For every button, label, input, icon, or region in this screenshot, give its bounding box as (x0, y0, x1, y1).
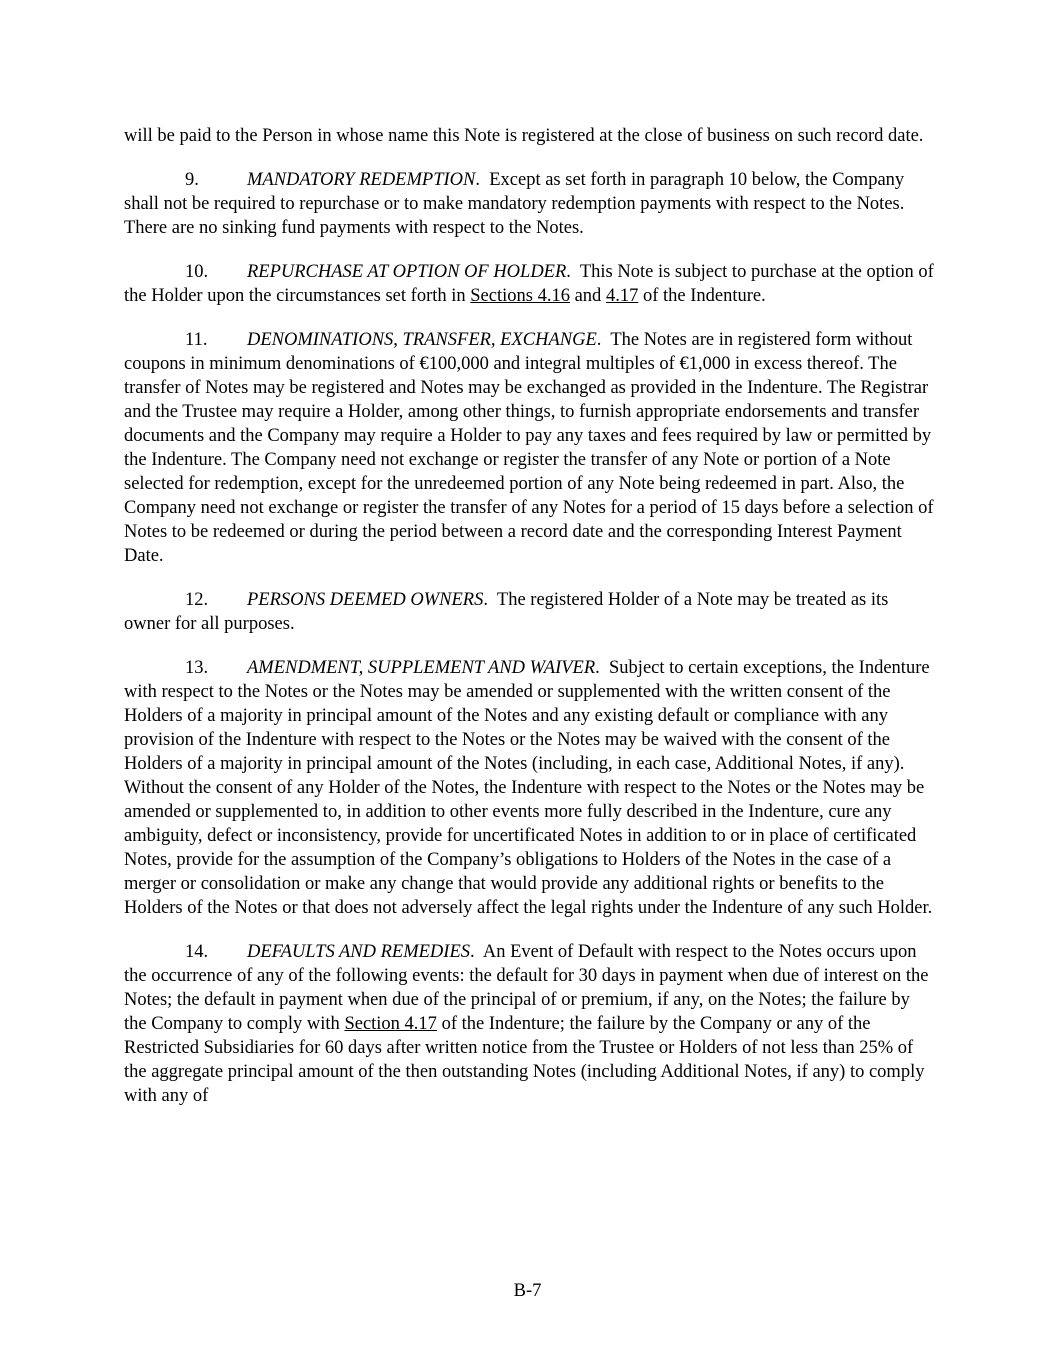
paragraph-heading: DENOMINATIONS, TRANSFER, EXCHANGE (247, 330, 597, 350)
paragraph-text: The Notes are in registered form without coupons in minimum denominations of €100,000 and integral multiples of €1,000 in excess thereof. The transfer of Notes may be registered and Notes may be exchanged as provided in the Indenture. The Registrar and the Trustee may require a Holder, among other things, to furnish appropriate endorsements and transfer documents and the Company may require a Holder to pay any taxes and fees required by law or permitted by the Indenture. The Company need not exchange or register the transfer of any Note or portion of a Note selected for redemption, except for the unredeemed portion of any Note being redeemed in part. Also, the Company need not exchange or register the transfer of any Notes for a period of 15 days before a selection of Notes to be redeemed or during the period between a record date and the corresponding Interest Payment Date. (124, 330, 934, 566)
paragraph-heading: PERSONS DEEMED OWNERS (247, 590, 484, 610)
document-body (124, 124, 934, 1128)
paragraph-text: The registered Holder of a Note may be treated as its owner for all purposes. (124, 590, 889, 634)
paragraph-number: 14. (185, 942, 209, 962)
section-reference-4-17: 4.17 (605, 286, 639, 306)
section-reference-4-16: Sections 4.16 (470, 286, 570, 306)
paragraph-number: 12. (185, 590, 209, 610)
paragraph-heading: REPURCHASE AT OPTION OF HOLDER (247, 262, 567, 282)
paragraph-number: 11. (185, 330, 208, 350)
paragraph-text: and (569, 286, 606, 306)
page-number: B-7 (513, 1281, 542, 1301)
paragraph-number: 13. (185, 658, 209, 678)
paragraph-text: Subject to certain exceptions, the Indenture with respect to the Notes or the Notes may be amended or supplemented with the written consent of the Holders of a majority in principal amount of the Notes and any existing default or compliance with any provision of the Indenture with respect to the Notes or the Notes may be waived with the consent of the Holders of a majority in principal amount of the Notes (including, in each case, Additional Notes, if any). Without the consent of any Holder of the Notes, the Indenture with respect to the Notes or the Notes may be amended or supplemented to, in addition to other events more fully described in the Indenture, cure any ambiguity, defect or inconsistency, provide for uncertificated Notes in addition to or in place of certificated Notes, provide for the assumption of the Company’s obligations to Holders of the Notes in the case of a merger or consolidation or make any change that would provide any additional rights or benefits to the Holders of the Notes or that does not adversely affect the legal rights under the Indenture of any such Holder. (124, 658, 933, 918)
paragraph-text: Except as set forth in paragraph 10 below, the Company shall not be required to repurchase or to make mandatory redemption payments with respect to the Notes. There are no sinking fund payments with respect to the Notes. (124, 170, 905, 238)
paragraph-9: 9. MANDATORY REDEMPTION. Except as set forth in paragraph 10 below, the Company shall not be required to repurchase or to make mandatory redemption payments with respect to the Notes. There are no sinking fund payments with respect to the Notes. (124, 170, 905, 238)
paragraph-14: 14. DEFAULTS AND REMEDIES. An Event of Default with respect to the Notes occurs upon the occurrence of any of the following events: the default for 30 days in payment when due of interest on the Notes; the default in payment when due of the principal of or premium, if any, on the Notes; the failure by the Company to comply with Section 4.17 of the Indenture; the failure by the Company or any of the Restricted Subsidiaries for 60 days after written notice from the Trustee or Holders of not less than 25% of the aggregate principal amount of the then outstanding Notes (including Additional Notes, if any) to comply with any of (124, 942, 929, 1106)
intro-text: will be paid to the Person in whose name this Note is registered at the close of business on such record date. (124, 126, 924, 146)
paragraph-text: of the Indenture; the failure by the Company or any of the Restricted Subsidiaries for 60 days after written notice from the Trustee or Holders of not less than 25% of the aggregate principal amount of the then outstanding Notes (including Additional Notes, if any) to comply with any of (124, 1014, 925, 1106)
section-reference-4-17: Section 4.17 (344, 1014, 437, 1034)
paragraph-number: 10. (185, 262, 209, 282)
paragraph-text: of the Indenture. (638, 286, 766, 306)
paragraph-number: 9. (185, 170, 199, 190)
paragraph-heading: AMENDMENT, SUPPLEMENT AND WAIVER (247, 658, 596, 678)
paragraph-heading: MANDATORY REDEMPTION (247, 170, 476, 190)
paragraph-intro (124, 124, 934, 148)
paragraph-11: 11. DENOMINATIONS, TRANSFER, EXCHANGE. The Notes are in registered form without coupons in minimum denominations of €100,000 and integral multiples of €1,000 in excess thereof. The transfer of Notes may be registered and Notes may be exchanged as provided in the Indenture. The Registrar and the Trustee may require a Holder, among other things, to furnish appropriate endorsements and transfer documents and the Company may require a Holder to pay any taxes and fees required by law or permitted by the Indenture. The Company need not exchange or register the transfer of any Note or portion of a Note selected for redemption, except for the unredeemed portion of any Note being redeemed in part. Also, the Company need not exchange or register the transfer of any Notes for a period of 15 days before a selection of Notes to be redeemed or during the period between a record date and the corresponding Interest Payment Date. (124, 330, 934, 566)
paragraph-10: 10. REPURCHASE AT OPTION OF HOLDER. This Note is subject to purchase at the option of the Holder upon the circumstances set forth in Sections 4.16 and 4.17 of the Indenture. (124, 262, 934, 306)
paragraph-text: An Event of Default with respect to the Notes occurs upon the occurrence of any of the following events: the default for 30 days in payment when due of interest on the Notes; the default in payment when due of the principal of or premium, if any, on the Notes; the failure by the Company to comply with (124, 942, 929, 1034)
paragraph-heading: DEFAULTS AND REMEDIES (247, 942, 470, 962)
paragraph-text: This Note is subject to purchase at the option of the Holder upon the circumstances set forth in (124, 262, 934, 306)
paragraph-13: 13. AMENDMENT, SUPPLEMENT AND WAIVER. Subject to certain exceptions, the Indenture with respect to the Notes or the Notes may be amended or supplemented with the written consent of the Holders of a majority in principal amount of the Notes and any existing default or compliance with any provision of the Indenture with respect to the Notes or the Notes may be waived with the consent of the Holders of a majority in principal amount of the Notes (including, in each case, Additional Notes, if any). Without the consent of any Holder of the Notes, the Indenture with respect to the Notes or the Notes may be amended or supplemented to, in addition to other events more fully described in the Indenture, cure any ambiguity, defect or inconsistency, provide for uncertificated Notes in addition to or in place of certificated Notes, provide for the assumption of the Company’s obligations to Holders of the Notes in the case of a merger or consolidation or make any change that would provide any additional rights or benefits to the Holders of the Notes or that does not adversely affect the legal rights under the Indenture of any such Holder. (124, 658, 933, 918)
paragraph-12: 12. PERSONS DEEMED OWNERS. The registered Holder of a Note may be treated as its owner for all purposes. (124, 590, 889, 634)
